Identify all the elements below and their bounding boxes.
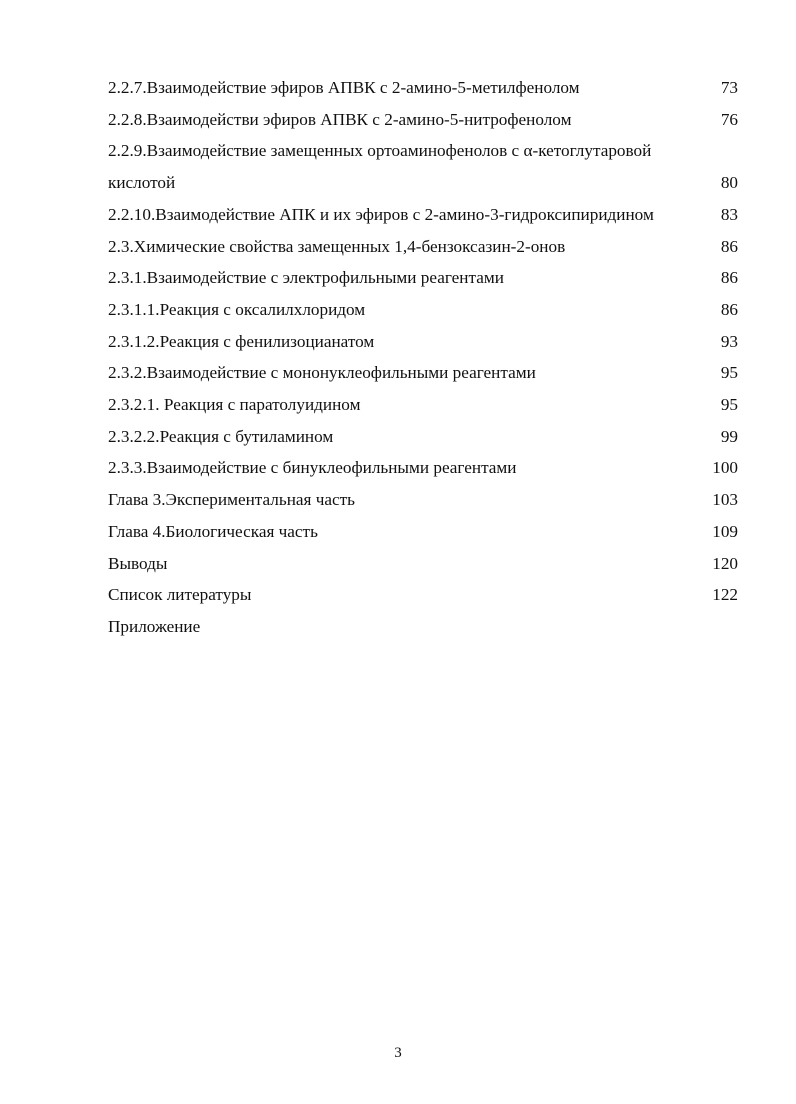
toc-entry-title: 2.3.1.1.Реакция с оксалилхлоридом — [108, 299, 366, 319]
toc-entry-title: 2.3.2.1. Реакция с паратолуидином — [108, 395, 361, 415]
toc-entry-title: Выводы — [108, 553, 168, 573]
toc-entry-page: 122 — [712, 585, 738, 605]
toc-entry-title: Глава 3.Экспериментальная часть — [108, 490, 355, 510]
toc-entry — [108, 389, 738, 421]
toc-entry-title: 2.2.7.Взаимодействие эфиров АПВК с 2-амино-5-метилфенолом — [108, 78, 580, 97]
toc-entry-title: 2.2.10.Взаимодействие АПК и их эфиров с 2-амино-3-гидроксипиридином — [108, 204, 654, 224]
toc-entry — [108, 262, 738, 294]
toc-entry — [108, 421, 738, 453]
page-number: 3 — [394, 1045, 402, 1061]
toc-entry-page: 83 — [720, 204, 738, 224]
toc-entry-page: 73 — [720, 78, 738, 97]
toc-entry-page: 86 — [720, 236, 738, 256]
toc-entry-page: 80 — [720, 173, 738, 193]
toc-entry-page: 109 — [712, 521, 738, 541]
toc-entry-title: 2.3.Химические свойства замещенных 1,4-бензоксазин-2-онов — [108, 236, 566, 256]
toc-entry-title: 2.2.8.Взаимодействи эфиров АПВК с 2-амино-5-нитрофенолом — [108, 109, 572, 129]
toc-entry-page: 93 — [720, 331, 738, 351]
toc-entry-title: 2.3.2.Взаимодействие с мононуклеофильными реагентами — [108, 363, 536, 383]
toc-entry-title: 2.3.1.Взаимодействие с электрофильными реагентами — [108, 268, 504, 288]
toc-entry — [108, 516, 738, 548]
toc-entry-page: 99 — [720, 426, 738, 446]
toc-entry-title: Список литературы — [108, 585, 252, 605]
toc-entry-title: 2.3.1.2.Реакция с фенилизоцианатом — [108, 331, 375, 351]
toc-entry-title-line1: 2.2.9.Взаимодействие замещенных ортоаминофенолов с α-кетоглутаровой — [108, 141, 652, 161]
toc-entry-page: 100 — [712, 458, 738, 478]
toc-entry — [108, 231, 738, 263]
toc-entry-page: 86 — [720, 268, 738, 288]
toc-entry-page: 103 — [712, 490, 738, 510]
toc-entry-title: Глава 4.Биологическая часть — [108, 521, 318, 541]
toc-entry — [108, 611, 738, 643]
toc-entry — [108, 199, 738, 231]
toc-entry-page: 120 — [712, 553, 738, 573]
toc-entry-title: 2.3.3.Взаимодействие с бинуклеофильными реагентами — [108, 458, 517, 478]
toc-entry — [108, 104, 738, 136]
toc-entry — [108, 294, 738, 326]
toc-entry — [108, 357, 738, 389]
toc-entry-page: 95 — [720, 395, 738, 415]
toc-entry — [108, 135, 738, 198]
toc-entry-page: 76 — [720, 109, 738, 129]
toc-entry-title-line2: кислотой — [108, 173, 176, 193]
toc-entry-title: Приложение — [108, 616, 201, 636]
table-of-contents — [108, 72, 738, 643]
toc-entry — [108, 548, 738, 580]
toc-entry — [108, 326, 738, 358]
toc-entry — [108, 72, 738, 104]
toc-entry — [108, 452, 738, 484]
toc-entry-page: 95 — [720, 363, 738, 383]
toc-entry-page: 86 — [720, 299, 738, 319]
toc-entry — [108, 484, 738, 516]
toc-entry — [108, 579, 738, 611]
toc-entry-title: 2.3.2.2.Реакция с бутиламином — [108, 426, 334, 446]
